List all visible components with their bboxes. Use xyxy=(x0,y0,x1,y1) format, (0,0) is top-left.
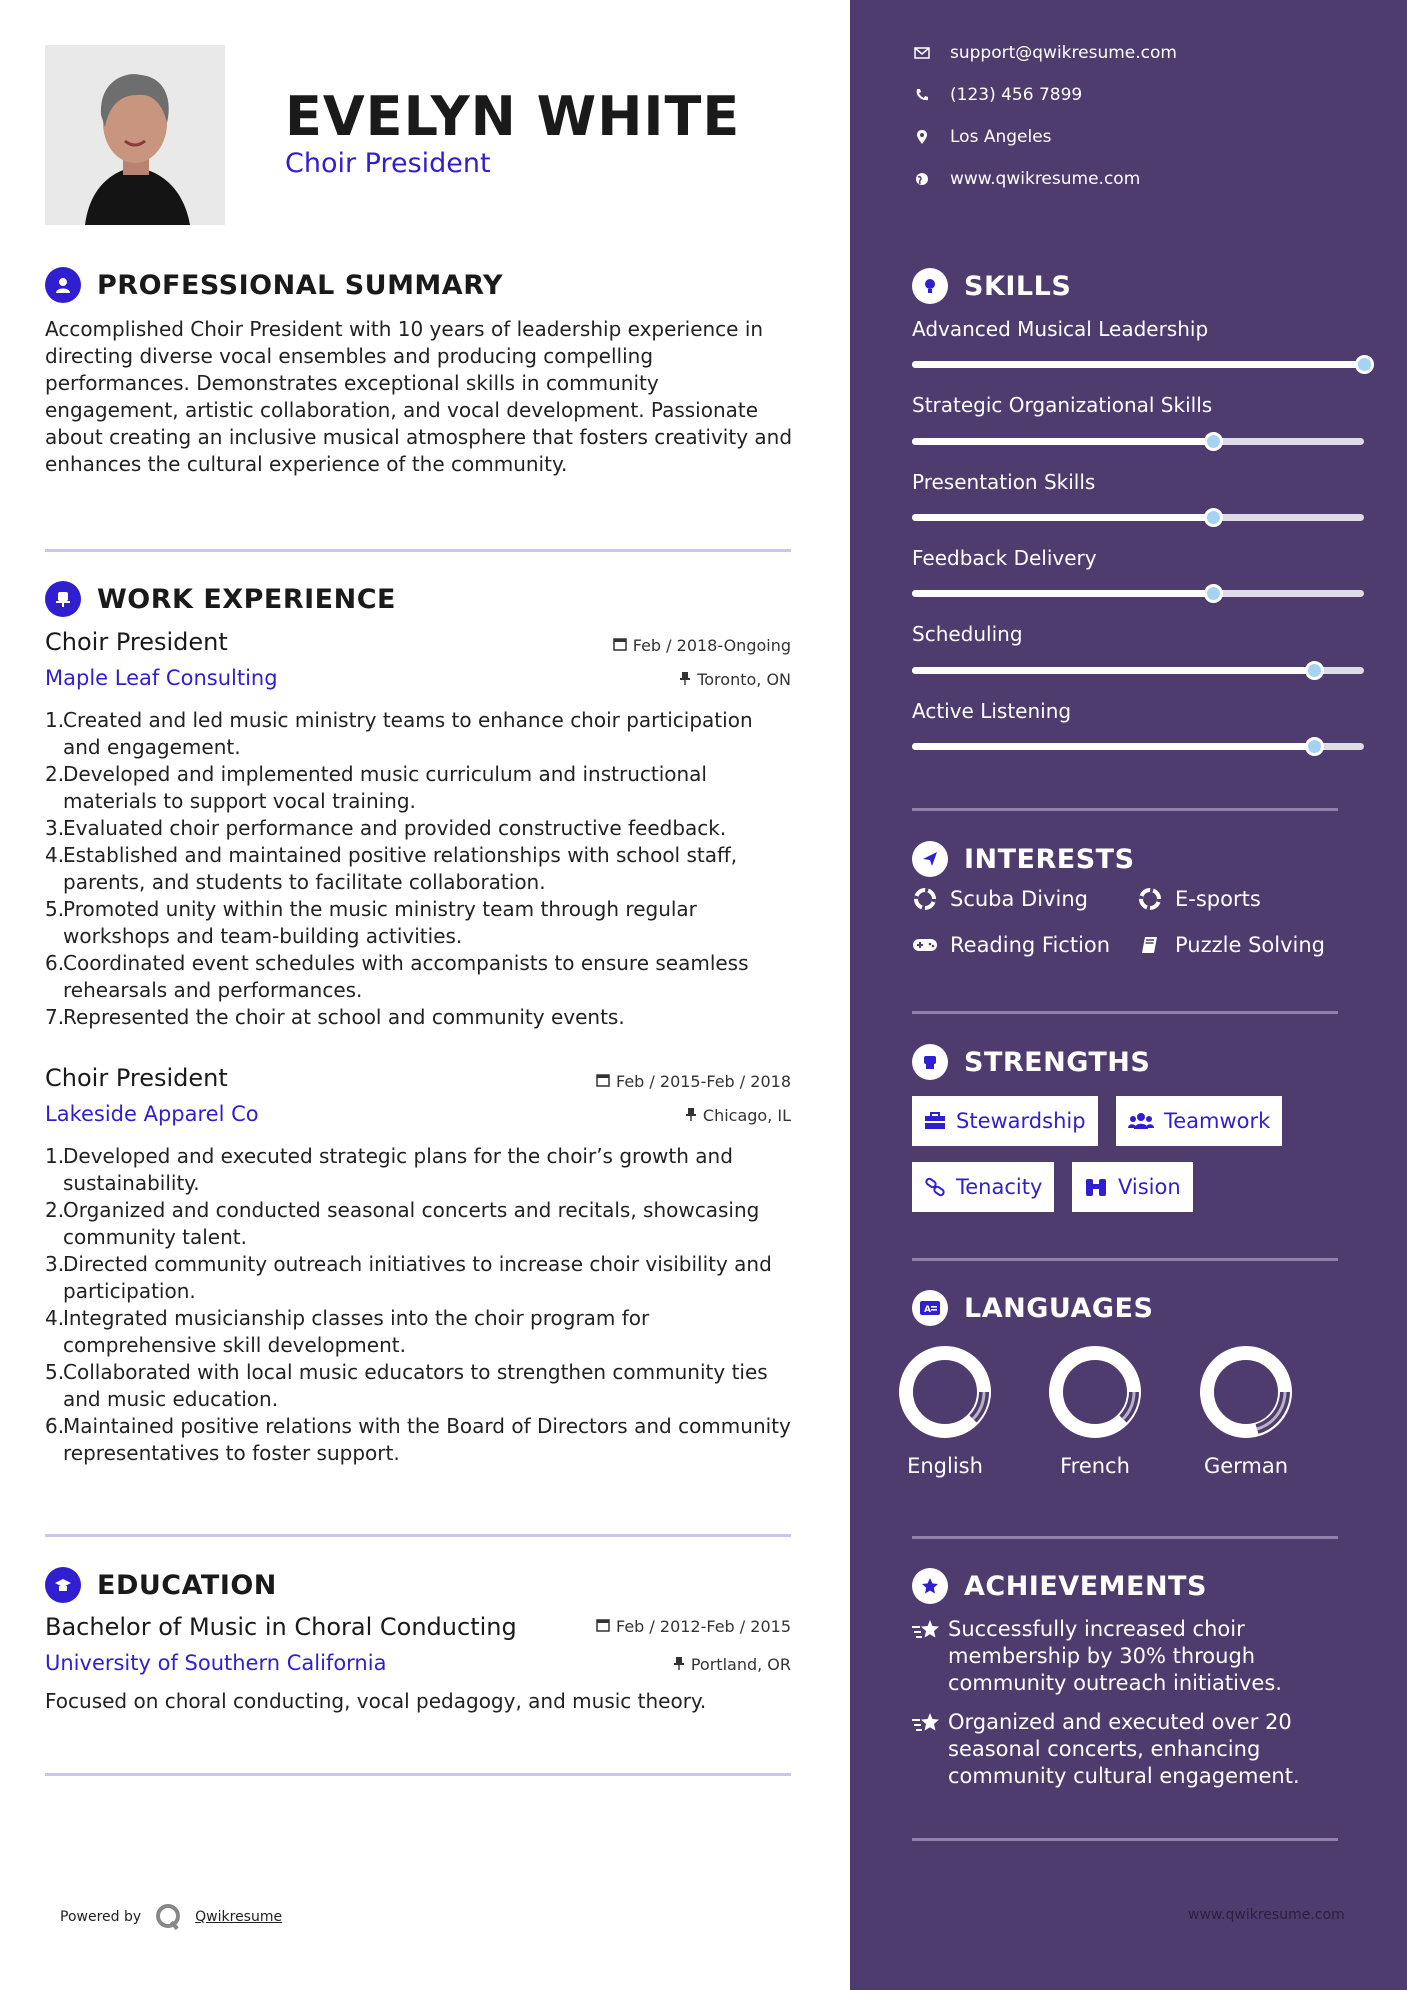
languages-heading xyxy=(912,1290,1153,1326)
interest-item: Scuba Diving xyxy=(912,887,1088,911)
contact-email[interactable]: support@qwikresume.com xyxy=(910,43,1177,63)
skill-bar xyxy=(912,438,1364,445)
briefcase-chair-icon xyxy=(45,581,81,617)
link-icon xyxy=(924,1177,946,1197)
profile-photo xyxy=(45,45,225,225)
skill-label: Advanced Musical Leadership xyxy=(912,317,1209,341)
skill-bar-fill xyxy=(912,361,1364,368)
summary-text: Accomplished Choir President with 10 years of leadership experience in directing diverse vocal ensembles and producing compelling performances. Demonstrates exceptional skills in community engagement, artistic collaboration, and vocal development. Passionate about creating an inclusive musical atmosphere that fosters creativity and enhances the cultural experience of the community. xyxy=(45,317,793,476)
job-title: Choir President xyxy=(45,628,228,656)
skill-bar-fill xyxy=(912,743,1314,750)
work-title: WORK EXPERIENCE xyxy=(97,583,396,615)
education-dates: Feb / 2012-Feb / 2015 xyxy=(596,1617,791,1636)
interests-title: INTERESTS xyxy=(964,843,1135,875)
interest-item: Puzzle Solving xyxy=(1137,933,1325,957)
language-name: German xyxy=(1203,1454,1289,1478)
list-item: 4. Integrated musicianship classes into the choir program for comprehensive skill development. xyxy=(45,1306,650,1357)
section-divider xyxy=(912,808,1338,811)
briefcase-icon xyxy=(924,1112,946,1130)
skill-label: Feedback Delivery xyxy=(912,546,1097,570)
skill-bar-knob xyxy=(1355,355,1374,374)
strength-chip: Stewardship xyxy=(912,1096,1098,1146)
job-bullets xyxy=(45,1143,795,1467)
lifebuoy-icon xyxy=(1137,888,1163,910)
contact-phone[interactable]: (123) 456 7899 xyxy=(910,85,1082,105)
list-item: 5. Collaborated with local music educators to strengthen community ties and music education. xyxy=(45,1360,768,1411)
skill-bar-knob xyxy=(1305,737,1324,756)
calendar-icon xyxy=(596,1617,610,1636)
language-ring xyxy=(895,1342,995,1442)
fist-icon xyxy=(912,1044,948,1080)
skill-bar-knob xyxy=(1204,584,1223,603)
section-divider xyxy=(912,1838,1338,1841)
interests-heading xyxy=(912,841,1135,877)
skill-label: Strategic Organizational Skills xyxy=(912,393,1213,417)
job-location: Toronto, ON xyxy=(679,670,791,689)
pin-icon xyxy=(685,1106,697,1125)
skill-bar xyxy=(912,514,1364,521)
pin-icon xyxy=(673,1655,685,1674)
list-item: 1. Developed and executed strategic plans for the choir’s growth and sustainability. xyxy=(45,1144,733,1195)
list-item: 7. Represented the choir at school and community events. xyxy=(45,1005,625,1029)
skill-bar-knob xyxy=(1305,661,1324,680)
list-item: 2. Organized and conducted seasonal concerts and recitals, showcasing community talent. xyxy=(45,1198,760,1249)
lightbulb-icon xyxy=(912,268,948,304)
achievement-item: Successfully increased choir membership by 30% through community outreach initiatives. xyxy=(912,1616,1352,1697)
section-divider xyxy=(45,1534,791,1537)
strength-chip: Teamwork xyxy=(1116,1096,1282,1146)
achievements-heading xyxy=(912,1568,1207,1604)
qwikresume-logo-icon xyxy=(155,1903,183,1931)
strength-chip: Vision xyxy=(1072,1162,1193,1212)
languages-title: LANGUAGES xyxy=(964,1292,1154,1324)
section-divider xyxy=(912,1011,1338,1014)
map-pin-icon xyxy=(910,129,934,145)
section-divider xyxy=(45,549,791,552)
education-title: EDUCATION xyxy=(97,1569,277,1601)
lifebuoy-icon xyxy=(912,888,938,910)
language-name: French xyxy=(1060,1454,1130,1478)
job-location: Chicago, IL xyxy=(685,1106,791,1125)
users-icon xyxy=(1128,1112,1154,1130)
strength-chip: Tenacity xyxy=(912,1162,1054,1212)
candidate-role: Choir President xyxy=(285,148,491,179)
calendar-icon xyxy=(613,636,627,655)
skill-bar xyxy=(912,743,1364,750)
footer-site[interactable]: www.qwikresume.com xyxy=(1188,1907,1345,1923)
sidebar xyxy=(850,0,1407,1990)
language-ring xyxy=(1196,1342,1296,1442)
job-company: Maple Leaf Consulting xyxy=(45,666,278,690)
interest-item: E-sports xyxy=(1137,887,1261,911)
language-item xyxy=(1191,1342,1301,1478)
brand-link[interactable]: Qwikresume xyxy=(195,1909,283,1925)
globe-icon xyxy=(910,172,934,186)
skill-bar-fill xyxy=(912,438,1213,445)
section-divider xyxy=(912,1258,1338,1261)
skill-bar-fill xyxy=(912,590,1213,597)
education-heading xyxy=(45,1567,277,1603)
binoculars-icon xyxy=(1084,1177,1108,1197)
star-badge-icon xyxy=(912,1568,948,1604)
job-company: Lakeside Apparel Co xyxy=(45,1102,259,1126)
graduation-icon xyxy=(45,1567,81,1603)
contact-location: Los Angeles xyxy=(910,127,1052,147)
shooting-star-icon xyxy=(912,1711,948,1790)
achievements-title: ACHIEVEMENTS xyxy=(964,1570,1207,1602)
skill-bar xyxy=(912,361,1364,368)
skills-title: SKILLS xyxy=(964,270,1072,302)
summary-heading xyxy=(45,267,503,303)
skill-label: Active Listening xyxy=(912,699,1072,723)
user-icon xyxy=(45,267,81,303)
pin-icon xyxy=(679,670,691,689)
list-item: 6. Coordinated event schedules with accompanists to ensure seamless rehearsals and performances. xyxy=(45,951,749,1002)
skills-heading xyxy=(912,268,1071,304)
skill-bar-fill xyxy=(912,667,1314,674)
list-item: 2. Developed and implemented music curriculum and instructional materials to support vocal training. xyxy=(45,762,707,813)
contact-website[interactable]: www.qwikresume.com xyxy=(910,169,1140,189)
strengths-title: STRENGTHS xyxy=(964,1046,1151,1078)
language-item xyxy=(890,1342,1000,1478)
work-heading xyxy=(45,581,396,617)
language-name: English xyxy=(907,1454,983,1478)
candidate-name: EVELYN WHITE xyxy=(285,85,741,148)
job-dates: Feb / 2015-Feb / 2018 xyxy=(596,1072,791,1091)
skill-bar-knob xyxy=(1204,432,1223,451)
job-title: Choir President xyxy=(45,1064,228,1092)
education-location: Portland, OR xyxy=(673,1655,791,1674)
education-description: Focused on choral conducting, vocal pedagogy, and music theory. xyxy=(45,1689,707,1713)
list-item: 6. Maintained positive relations with the Board of Directors and community representatives to foster support. xyxy=(45,1414,791,1465)
list-item: 3. Evaluated choir performance and provided constructive feedback. xyxy=(45,816,727,840)
degree-title: Bachelor of Music in Choral Conducting xyxy=(45,1613,517,1641)
paper-plane-icon xyxy=(912,841,948,877)
gamepad-icon xyxy=(912,937,938,953)
skill-bar xyxy=(912,590,1364,597)
skill-label: Scheduling xyxy=(912,622,1023,646)
skill-label: Presentation Skills xyxy=(912,470,1096,494)
summary-title: PROFESSIONAL SUMMARY xyxy=(97,269,504,301)
phone-icon xyxy=(910,88,934,102)
skill-bar-fill xyxy=(912,514,1213,521)
list-item: 4. Established and maintained positive relationships with school staff, parents, and students to facilitate collaboration. xyxy=(45,843,738,894)
section-divider xyxy=(45,1773,791,1776)
strengths-heading xyxy=(912,1044,1150,1080)
powered-by: Powered by Qwikresume xyxy=(60,1903,282,1931)
skill-bar xyxy=(912,667,1364,674)
language-ring xyxy=(1045,1342,1145,1442)
list-item: 3. Directed community outreach initiatives to increase choir visibility and participation. xyxy=(45,1252,772,1303)
section-divider xyxy=(912,1536,1338,1539)
achievement-item: Organized and executed over 20 seasonal concerts, enhancing community cultural engagement. xyxy=(912,1709,1352,1790)
envelope-icon xyxy=(910,47,934,59)
skill-bar-knob xyxy=(1204,508,1223,527)
shooting-star-icon xyxy=(912,1618,948,1697)
job-dates: Feb / 2018-Ongoing xyxy=(613,636,791,655)
language-item xyxy=(1040,1342,1150,1478)
calendar-icon xyxy=(596,1072,610,1091)
school-name: University of Southern California xyxy=(45,1651,387,1675)
translate-icon xyxy=(912,1290,948,1326)
job-bullets xyxy=(45,707,795,1031)
list-item: 5. Promoted unity within the music ministry team through regular workshops and team-building activities. xyxy=(45,897,697,948)
interest-item: Reading Fiction xyxy=(912,933,1110,957)
list-item: 1. Created and led music ministry teams to enhance choir participation and engagement. xyxy=(45,708,753,759)
svg-text:A: A xyxy=(924,1305,931,1315)
book-icon xyxy=(1137,935,1163,955)
